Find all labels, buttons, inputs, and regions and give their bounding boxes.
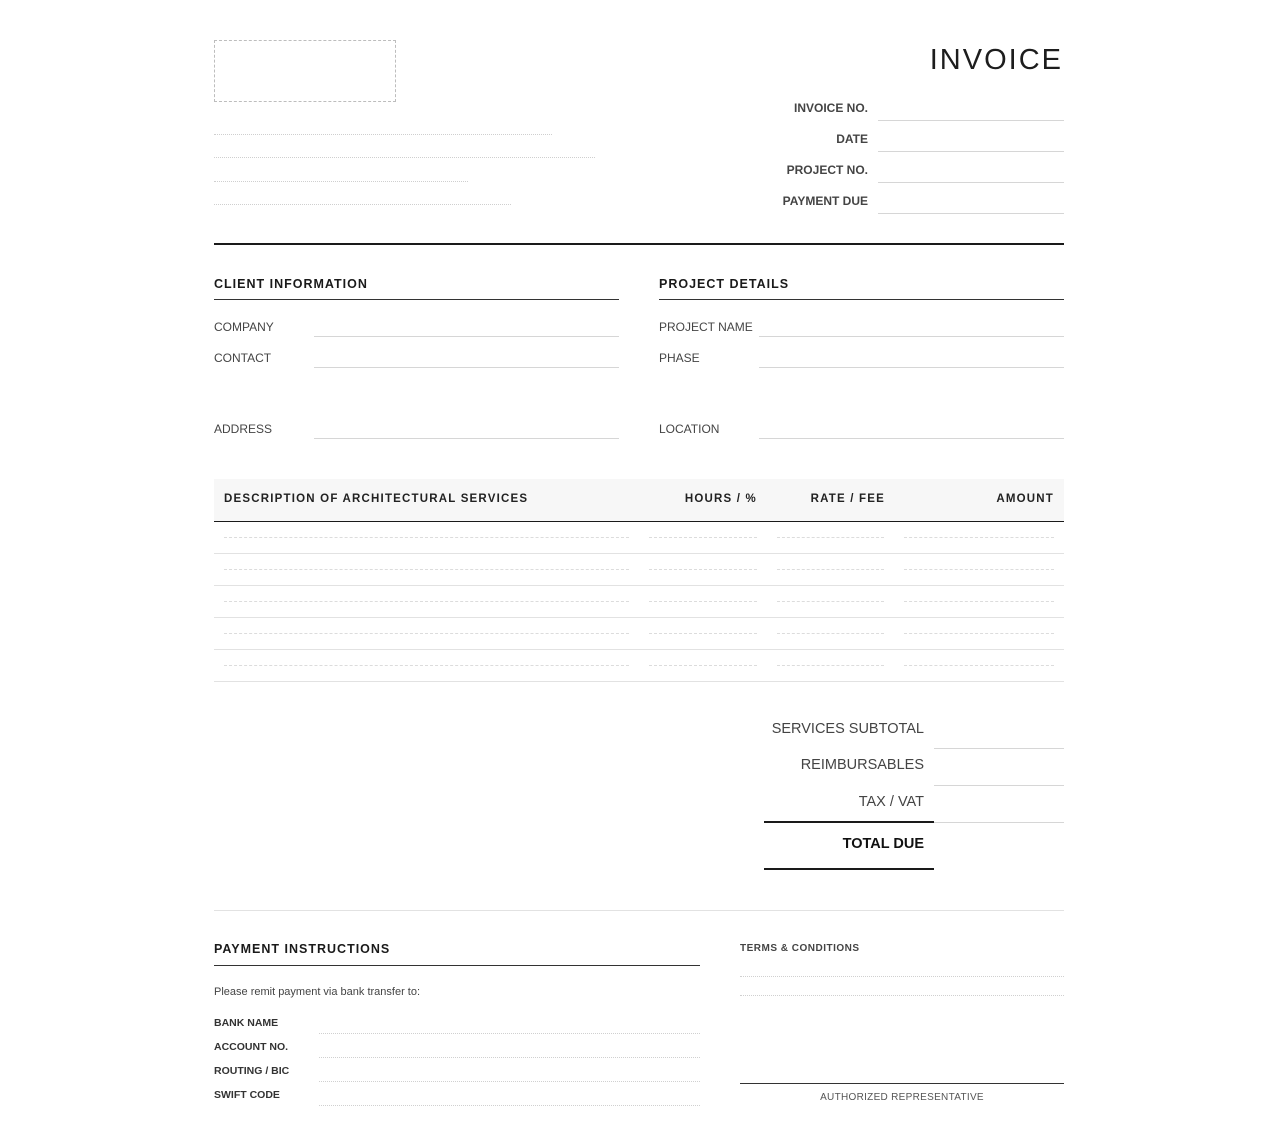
terms-line[interactable] — [740, 976, 1064, 977]
total-due-label: TOTAL DUE — [842, 836, 924, 852]
terms-conditions-title: TERMS & CONDITIONS — [740, 943, 860, 954]
payment-note: Please remit payment via bank transfer to: — [214, 986, 421, 998]
description-cell[interactable] — [224, 665, 629, 666]
hours-cell[interactable] — [649, 633, 757, 634]
description-cell[interactable] — [224, 569, 629, 570]
invoice-number-label: INVOICE NO. — [793, 101, 868, 115]
swift-code-label: SWIFT CODE — [214, 1089, 280, 1101]
tax-vat-label: TAX / VAT — [858, 794, 924, 810]
payment-instructions-title: PAYMENT INSTRUCTIONS — [214, 942, 391, 956]
logo-placeholder[interactable] — [214, 40, 396, 102]
sender-address-line[interactable] — [214, 157, 595, 158]
bank-name-label: BANK NAME — [214, 1017, 279, 1029]
footer-divider — [214, 910, 1064, 911]
bank-name-field[interactable] — [319, 1033, 700, 1034]
project-name-field[interactable] — [759, 336, 1064, 337]
reimbursables-label: REIMBURSABLES — [800, 757, 924, 773]
project-number-field[interactable] — [878, 182, 1064, 183]
table-row — [214, 617, 1064, 618]
total-due-bottom-rule — [764, 868, 934, 870]
authorized-representative-label: AUTHORIZED REPRESENTATIVE — [820, 1092, 984, 1103]
location-field[interactable] — [759, 438, 1064, 439]
description-cell[interactable] — [224, 537, 629, 538]
company-label: COMPANY — [214, 320, 274, 334]
amount-cell[interactable] — [904, 569, 1054, 570]
tax-vat-field[interactable] — [934, 822, 1064, 823]
table-row — [214, 649, 1064, 650]
routing-bic-label: ROUTING / BIC — [214, 1065, 290, 1077]
payment-section-rule — [214, 965, 700, 966]
column-header-hours: HOURS / % — [684, 493, 757, 505]
table-row — [214, 553, 1064, 554]
description-cell[interactable] — [224, 633, 629, 634]
reimbursables-field[interactable] — [934, 785, 1064, 786]
table-row — [214, 681, 1064, 682]
total-due-top-rule — [764, 821, 934, 823]
amount-cell[interactable] — [904, 633, 1054, 634]
hours-cell[interactable] — [649, 569, 757, 570]
rate-cell[interactable] — [777, 601, 884, 602]
swift-code-field[interactable] — [319, 1105, 700, 1106]
amount-cell[interactable] — [904, 601, 1054, 602]
project-name-label: PROJECT NAME — [659, 320, 753, 334]
invoice-title: INVOICE — [929, 44, 1063, 76]
project-section-rule — [659, 299, 1064, 300]
terms-line[interactable] — [740, 995, 1064, 996]
account-number-label: ACCOUNT NO. — [214, 1041, 289, 1053]
column-header-amount: AMOUNT — [996, 493, 1054, 505]
routing-bic-field[interactable] — [319, 1081, 700, 1082]
location-label: LOCATION — [659, 422, 720, 436]
services-subtotal-label: SERVICES SUBTOTAL — [771, 721, 924, 737]
hours-cell[interactable] — [649, 665, 757, 666]
phase-field[interactable] — [759, 367, 1064, 368]
project-details-title: PROJECT DETAILS — [659, 277, 790, 291]
date-label: DATE — [836, 132, 868, 146]
services-subtotal-field[interactable] — [934, 748, 1064, 749]
description-cell[interactable] — [224, 601, 629, 602]
amount-cell[interactable] — [904, 665, 1054, 666]
sender-address-line[interactable] — [214, 204, 511, 205]
client-section-rule — [214, 299, 619, 300]
address-field[interactable] — [314, 438, 619, 439]
column-header-rate: RATE / FEE — [810, 493, 885, 505]
column-header-description: DESCRIPTION OF ARCHITECTURAL SERVICES — [224, 493, 529, 505]
sender-address-line[interactable] — [214, 181, 468, 182]
address-label: ADDRESS — [214, 422, 273, 436]
signature-line[interactable] — [740, 1083, 1064, 1084]
date-field[interactable] — [878, 151, 1064, 152]
account-number-field[interactable] — [319, 1057, 700, 1058]
payment-due-label: PAYMENT DUE — [782, 194, 868, 208]
sender-address-line[interactable] — [214, 134, 552, 135]
client-information-title: CLIENT INFORMATION — [214, 277, 368, 291]
company-field[interactable] — [314, 336, 619, 337]
rate-cell[interactable] — [777, 665, 884, 666]
amount-cell[interactable] — [904, 537, 1054, 538]
invoice-number-field[interactable] — [878, 120, 1064, 121]
rate-cell[interactable] — [777, 537, 884, 538]
hours-cell[interactable] — [649, 537, 757, 538]
hours-cell[interactable] — [649, 601, 757, 602]
contact-label: CONTACT — [214, 351, 272, 365]
rate-cell[interactable] — [777, 569, 884, 570]
phase-label: PHASE — [659, 351, 700, 365]
table-row — [214, 585, 1064, 586]
project-number-label: PROJECT NO. — [786, 163, 868, 177]
payment-due-field[interactable] — [878, 213, 1064, 214]
rate-cell[interactable] — [777, 633, 884, 634]
header-divider — [214, 243, 1064, 245]
contact-field[interactable] — [314, 367, 619, 368]
